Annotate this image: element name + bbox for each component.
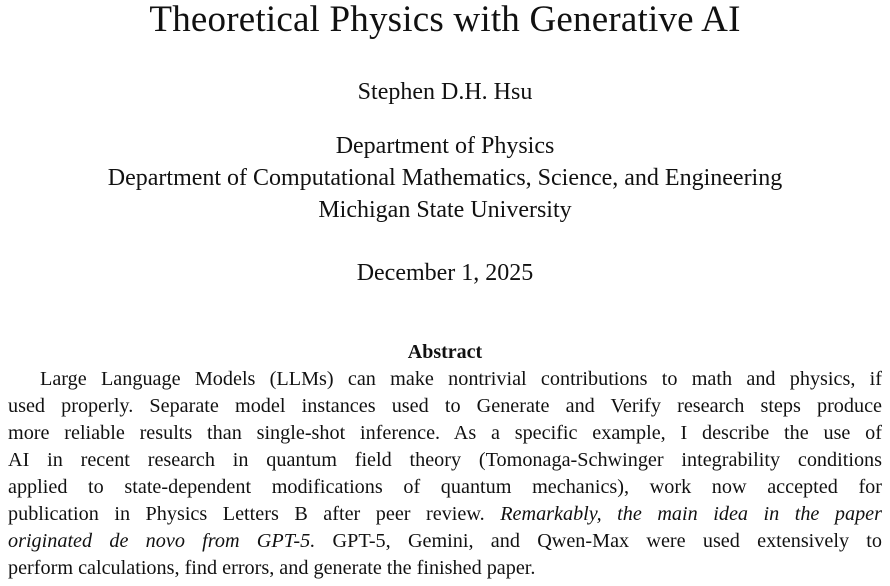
abstract-text: perform calculations, find errors, and generate the finished paper. [8, 557, 536, 579]
abstract-text: publication in Physics Letters B after peer review. [8, 503, 501, 525]
affiliations [0, 130, 890, 226]
abstract-heading: Abstract [407, 341, 483, 363]
abstract-line [8, 555, 882, 582]
abstract-emphasis-text: originated de novo from GPT-5. [8, 530, 316, 552]
abstract-text: GPT-5, Gemini, and Qwen-Max were used extensively to [315, 530, 882, 552]
affiliation-line: Department of Computational Mathematics, Science, and Engineering [107, 165, 783, 191]
paper-title: Theoretical Physics with Generative AI [149, 0, 741, 40]
abstract-text: Large Language Models (LLMs) can make nontrivial contributions to math and physics, if [40, 368, 882, 390]
paper-date: December 1, 2025 [356, 260, 534, 286]
abstract-body [8, 366, 882, 582]
abstract-line [8, 501, 882, 528]
author-name: Stephen D.H. Hsu [357, 79, 533, 105]
abstract-text: AI in recent research in quantum field theory (Tomonaga-Schwinger integrability conditions [8, 449, 882, 471]
abstract-line [8, 366, 882, 393]
abstract-line [8, 474, 882, 501]
abstract-line [8, 528, 882, 555]
affiliation-line: Michigan State University [318, 197, 572, 223]
abstract-text: used properly. Separate model instances used to Generate and Verify research steps produce [8, 395, 882, 417]
abstract-line [8, 447, 882, 474]
affiliation-line: Department of Physics [335, 133, 555, 159]
abstract-line [8, 420, 882, 447]
abstract-emphasis-text: Remarkably, the main idea in the paper [500, 503, 882, 525]
abstract-text: more reliable results than single-shot inference. As a specific example, I describe the use of [8, 422, 882, 444]
abstract-line [8, 393, 882, 420]
abstract-text: applied to state-dependent modifications of quantum mechanics), work now accepted for [8, 476, 882, 498]
